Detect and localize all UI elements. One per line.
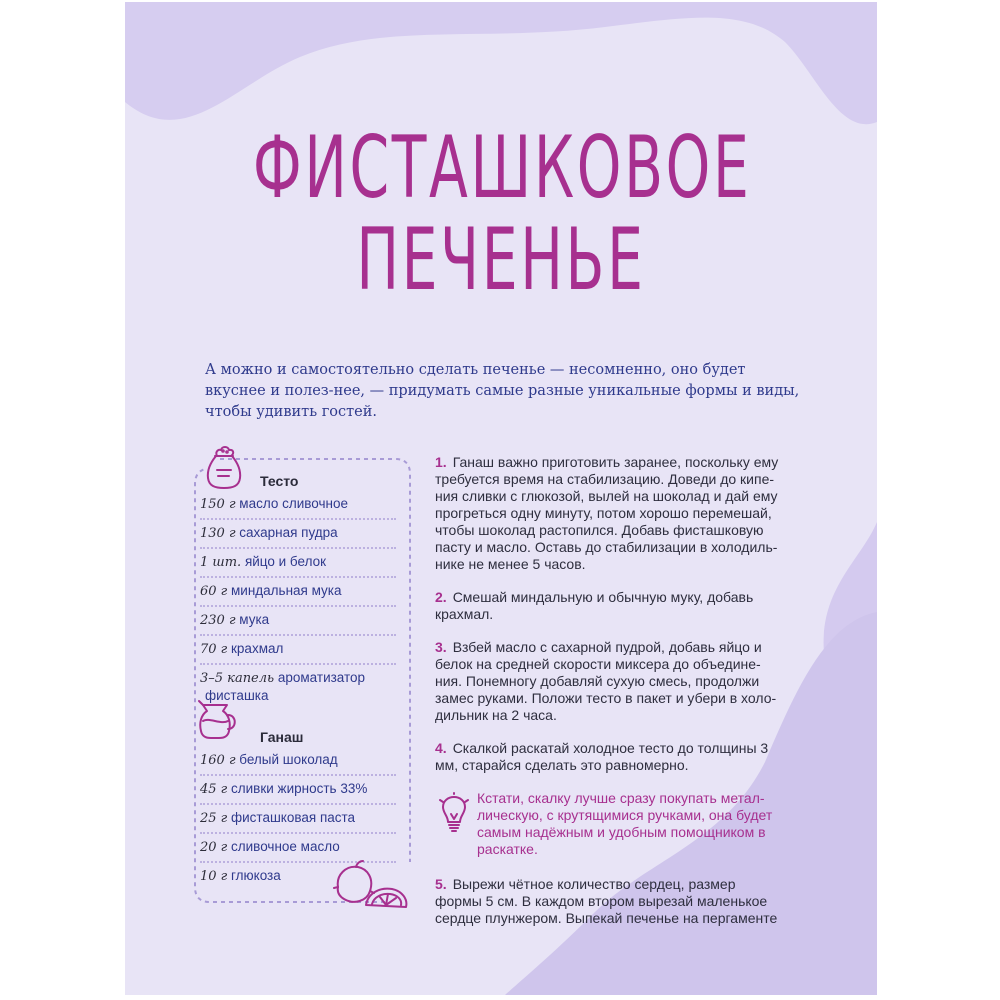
top-blob	[125, 2, 877, 124]
lemon-icon	[330, 857, 410, 915]
ingredient-row: 45 г сливки жирность 33%	[200, 776, 396, 805]
ingredient-row: 70 г крахмал	[200, 636, 396, 665]
ganache-section-title: Ганаш	[260, 729, 304, 745]
step-item: 3. Взбей масло с сахарной пудрой, добавь яйцо и белок на средней скорости миксера до объедине-ния. Понемногу добавляй сухую смесь, продолжи замес руками. Положи тесто в пакет и убери в холо-дильник на 2 часа.	[435, 639, 777, 723]
dough-section-title: Тесто	[260, 473, 299, 489]
ingredient-row: 1 шт. яйцо и белок	[200, 549, 396, 578]
page-title	[125, 118, 877, 310]
tip-box	[435, 790, 780, 858]
step-item: 1. Ганаш важно приготовить заранее, поскольку ему требуется время на стабилизацию. Доведи до кипе-ния сливки с глюкозой, вылей на шоколад и дай ему прогреться одну минуту, потом хорошо перемешай, чтобы шоколад растопился. Добавь фисташковую пасту и масло. Оставь до стабилизации в холодиль-нике не менее 5 часов.	[435, 454, 779, 572]
ingredient-row: 20 г сливочное масло	[200, 834, 396, 863]
lightbulb-icon	[439, 792, 469, 836]
ingredients-card	[185, 447, 420, 917]
title-line-1: ФИСТАШКОВОЕ	[252, 118, 752, 218]
step-item: 2. Смешай миндальную и обычную муку, добавь крахмал.	[435, 589, 754, 622]
ingredient-row: 150 г масло сливочное	[200, 491, 396, 520]
ingredient-row: 60 г миндальная мука	[200, 578, 396, 607]
ingredient-row: 25 г фисташковая паста	[200, 805, 396, 834]
flour-sack-icon	[203, 442, 245, 490]
milk-jug-icon	[195, 695, 241, 741]
step-item: 4. Скалкой раскатай холодное тесто до толщины 3 мм, старайся сделать это равномерно.	[435, 740, 769, 773]
ingredient-row: 3–5 капель ароматизатор фисташка	[200, 670, 366, 703]
recipe-page	[125, 2, 877, 995]
ingredient-row: 10 г глюкоза	[200, 868, 281, 884]
tip-text: Кстати, скалку лучше сразу покупать метал-лическую, с крутящимися ручками, она будет самым надёжным и удобным помощником в раскатке.	[477, 790, 773, 857]
ingredient-row: 130 г сахарная пудра	[200, 520, 396, 549]
ingredient-row: 230 г мука	[200, 607, 396, 636]
dough-ingredient-list	[200, 491, 396, 709]
ingredient-row: 160 г белый шоколад	[200, 747, 396, 776]
step-item: 5. Вырежи чётное количество сердец, размер формы 5 см. В каждом втором вырезай маленькое сердце плунжером. Выпекай печенье на пергаменте	[435, 876, 778, 926]
title-line-2: ПЕЧЕНЬЕ	[356, 210, 646, 310]
steps-list	[435, 454, 780, 943]
intro-paragraph: А можно и самостоятельно сделать печенье — несомненно, оно будет вкуснее и полез-нее, — придумать самые разные уникальные формы и виды, чтобы удивить гостей.	[205, 362, 800, 420]
